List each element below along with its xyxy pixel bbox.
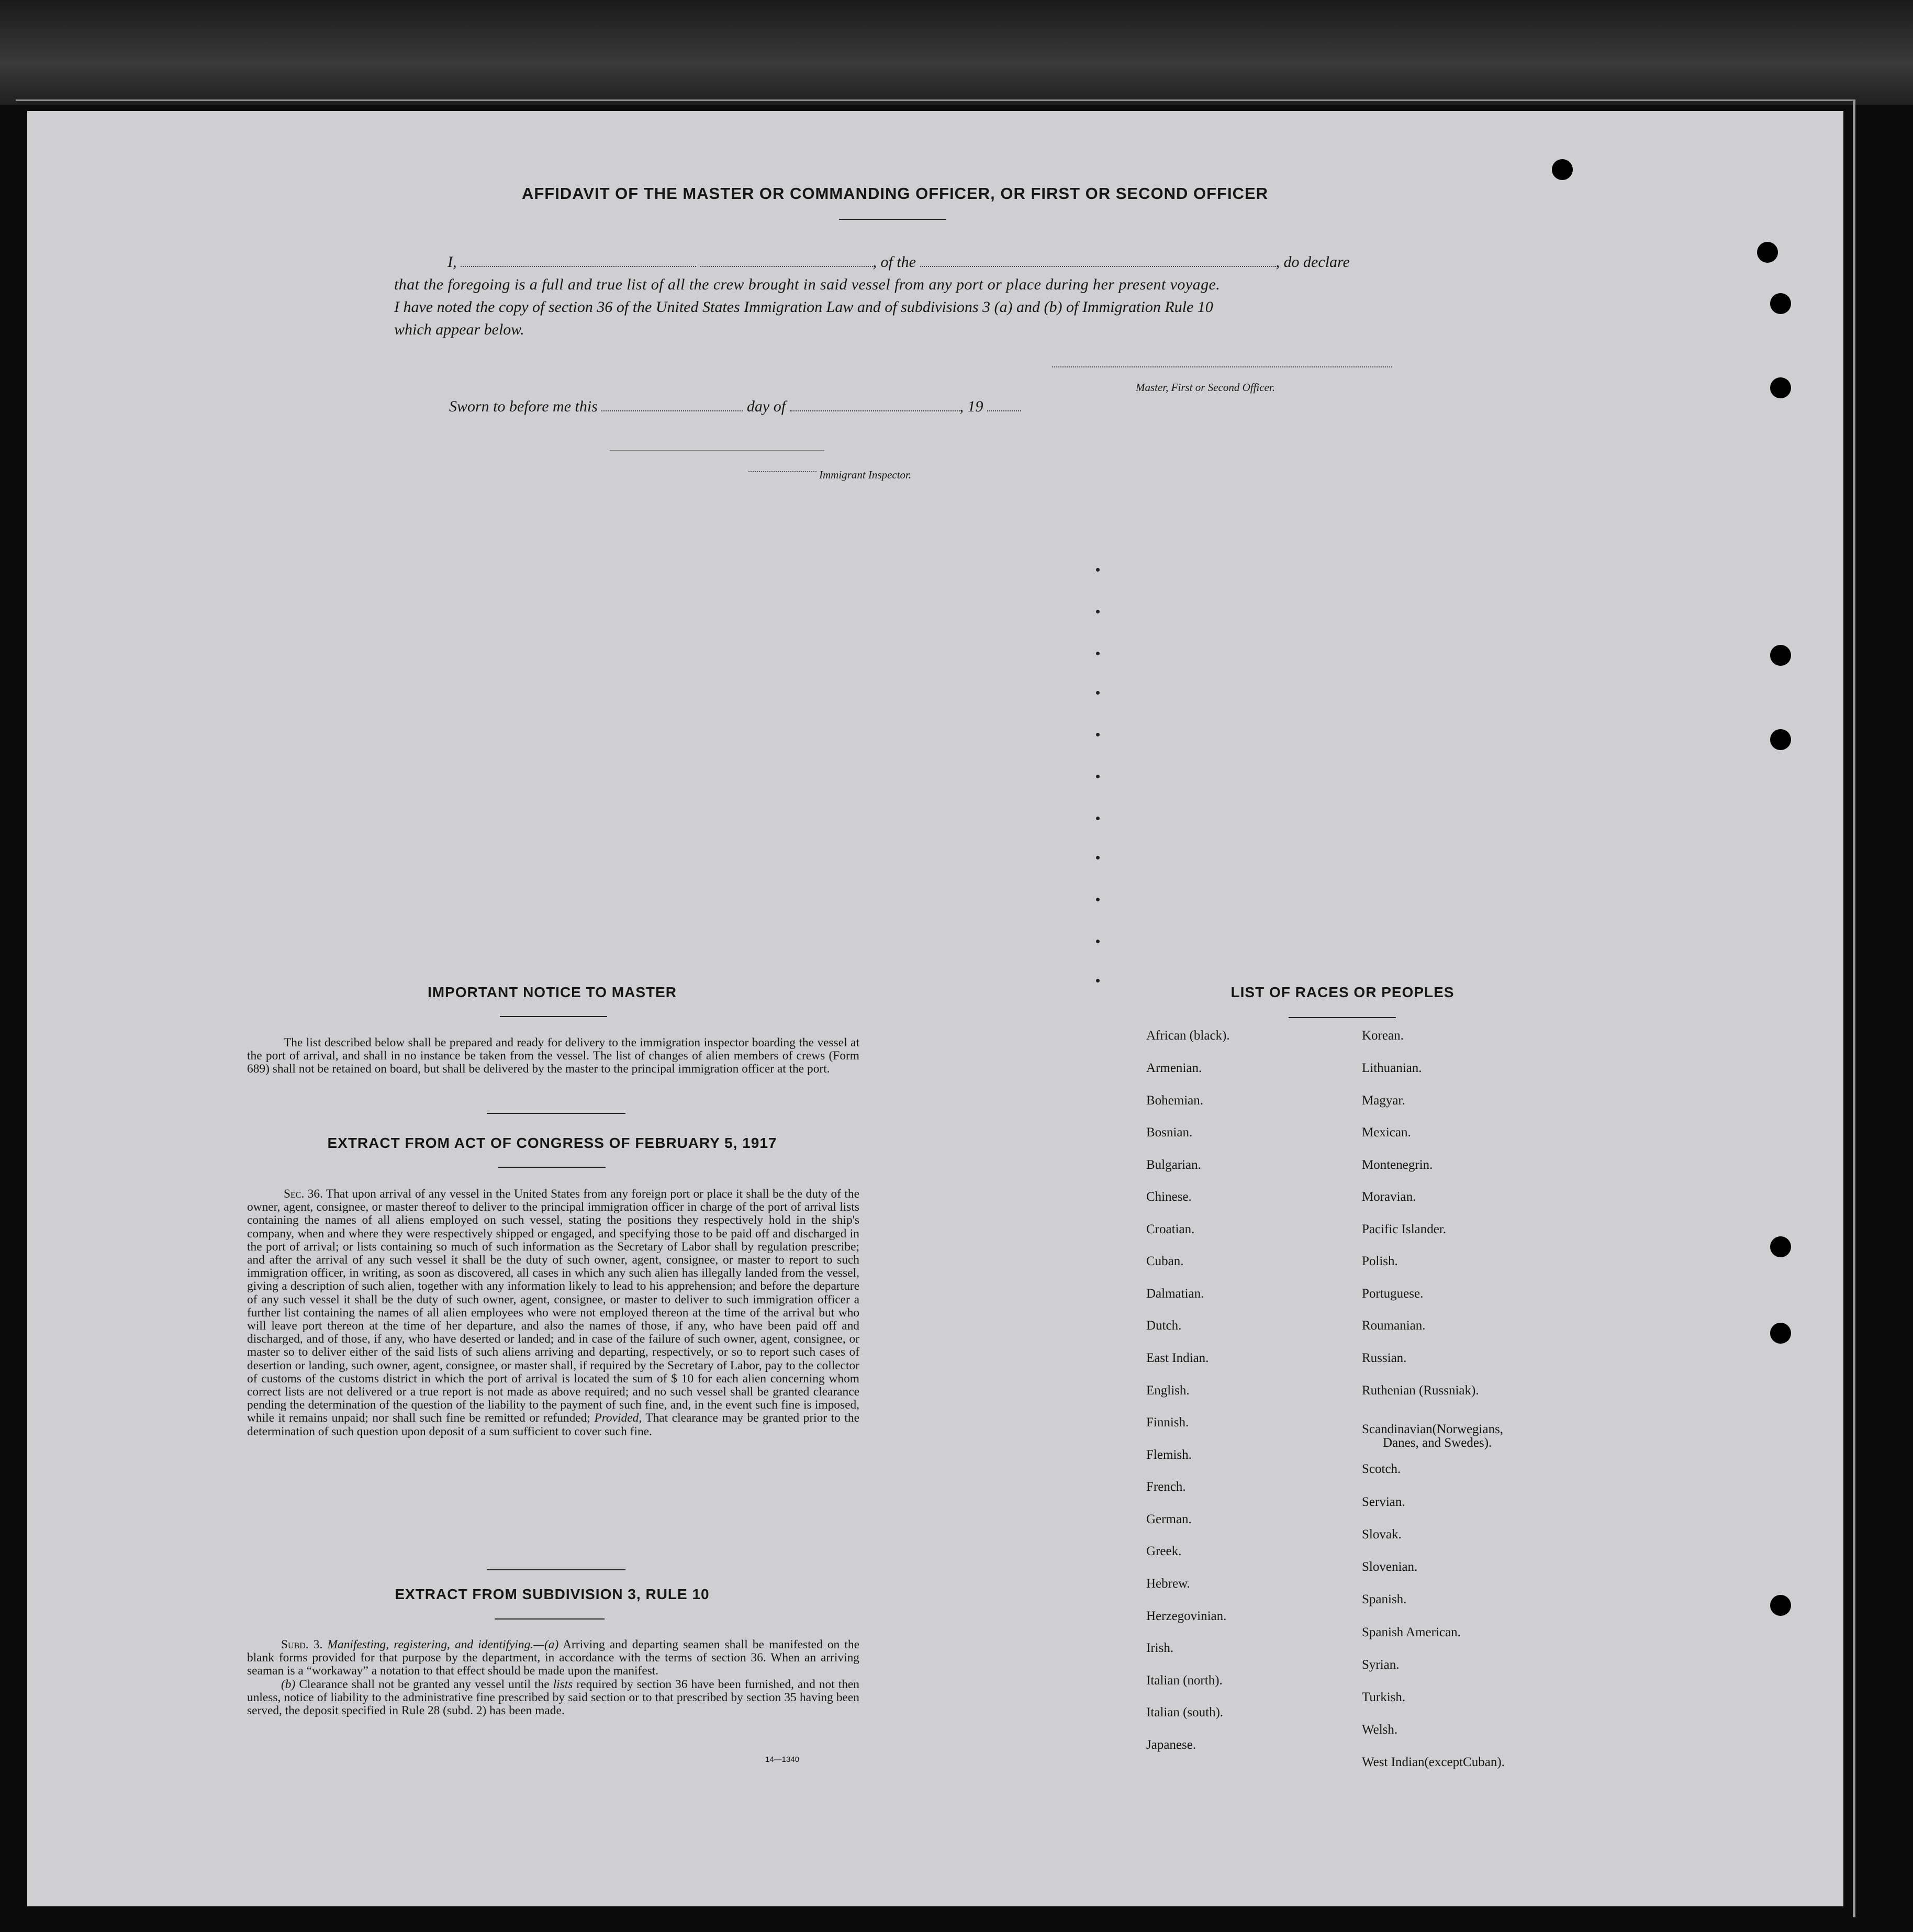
fold-dot [1096,979,1100,982]
race-item: Magyar. [1362,1093,1405,1108]
fold-dot [1096,817,1100,820]
form-number: 14—1340 [765,1755,800,1764]
affidavit-do-declare: , do declare [1276,253,1350,271]
rule-text-b2: required by section 36 have been furnished, and not then unless, notice of liability to the administrative fine prescribed by said section or to that prescribed by section 35 having been served, the deposit specified in Rule 28 (subd. 2) has been made. [247,1677,859,1718]
punch-hole [1770,377,1791,398]
sworn-prefix: Sworn to before me this [449,398,598,415]
races-heading: LIST OF RACES OR PEOPLES [1230,984,1455,1000]
punch-hole [1770,1323,1791,1344]
name-field[interactable] [461,254,696,267]
race-item: African (black). [1146,1029,1230,1043]
race-item: Russian. [1362,1351,1407,1365]
fold-dot [1096,691,1100,695]
sworn-day-field[interactable] [601,399,743,411]
act-provided-text: That clearance may be granted prior to the determination of such question upon deposit of a sum sufficient to cover such fine. [247,1411,859,1438]
affidavit-of-the: , of the [872,253,916,271]
master-signature-line[interactable] [1052,366,1392,367]
race-item: Moravian. [1362,1190,1416,1204]
race-item: Servian. [1362,1495,1405,1509]
punch-hole [1770,645,1791,666]
race-item: Polish. [1362,1254,1398,1268]
fold-dot [1096,940,1100,943]
race-item: English. [1146,1383,1190,1398]
rank-field[interactable] [700,254,873,267]
master-signature-label: Master, First or Second Officer. [1136,381,1275,394]
affidavit-line-4: which appear below. [394,321,524,338]
race-item: Bulgarian. [1146,1158,1201,1172]
race-item: Herzegovinian. [1146,1609,1227,1623]
notice-heading: IMPORTANT NOTICE TO MASTER [427,984,677,1000]
rule-heading-rule [495,1618,605,1620]
act-text [247,1188,859,1438]
notice-rule [500,1016,607,1017]
inspector-dotted-line [748,471,816,472]
races-rule [1289,1017,1396,1018]
race-item: East Indian. [1146,1351,1209,1365]
rule-text-b1: Clearance shall not be granted any vessel until the [299,1677,550,1691]
vessel-field[interactable] [920,254,1276,267]
fold-dot [1096,652,1100,655]
race-item: Spanish. [1362,1592,1407,1606]
affidavit-line-3: I have noted the copy of section 36 of the United States Immigration Law and of subdivisions 3 (a) and (b) of Immigration Rule 10 [394,298,1213,316]
race-item: Welsh. [1362,1723,1398,1737]
sworn-line [449,398,1021,416]
race-item: Croatian. [1146,1222,1195,1236]
inspector-label: Immigrant Inspector. [819,468,912,481]
rule-heading: EXTRACT FROM SUBDIVISION 3, RULE 10 [395,1586,710,1602]
race-item: Chinese. [1146,1190,1192,1204]
race-item: Bohemian. [1146,1093,1204,1108]
race-item: Armenian. [1146,1061,1202,1075]
punch-hole [1770,729,1791,750]
race-item: Mexican. [1362,1125,1411,1140]
race-item: Bosnian. [1146,1125,1193,1140]
act-heading: EXTRACT FROM ACT OF CONGRESS OF FEBRUARY 5, 1917 [327,1135,777,1151]
race-item: Montenegrin. [1362,1158,1433,1172]
rule-subd-label: Subd. 3. [281,1638,323,1651]
affidavit-line-2: that the foregoing is a full and true list of all the crew brought in said vessel from any port or place during her present voyage. [394,276,1221,293]
race-item: Cuban. [1146,1254,1184,1268]
affidavit-i: I, [448,253,457,271]
race-item: Japanese. [1146,1738,1196,1752]
punch-hole [1770,1595,1791,1616]
fold-dot [1096,610,1100,613]
inspector-signature-line[interactable] [610,450,824,451]
document-sheet [27,111,1843,1906]
race-item: Scandinavian(Norwegians, [1362,1422,1504,1436]
race-item: Danes, and Swedes). [1383,1436,1492,1450]
race-item: Greek. [1146,1544,1182,1558]
sworn-year-label: , 19 [959,398,983,415]
affidavit-line-1 [448,253,1350,271]
race-item: Roumanian. [1362,1319,1426,1333]
punch-hole [1770,293,1791,314]
race-item: Korean. [1362,1029,1404,1043]
affidavit-title: AFFIDAVIT OF THE MASTER OR COMMANDING OFFICER, OR FIRST OR SECOND OFFICER [521,184,1269,203]
fold-dot [1096,568,1100,572]
race-item: German. [1146,1512,1192,1526]
sworn-day-label: day of [746,398,786,415]
scan-top-band [0,0,1913,105]
race-item: French. [1146,1480,1186,1494]
divider-rule [487,1113,625,1114]
fold-dot [1096,898,1100,901]
race-item: Italian (north). [1146,1673,1223,1688]
rule-subd-title: Manifesting, registering, and identifying.—(a) [327,1638,559,1651]
punch-hole [1770,1236,1791,1257]
race-item: Pacific Islander. [1362,1222,1447,1236]
act-section-text: That upon arrival of any vessel in the United States from any foreign port or place it shall be the duty of the owner, agent, consignee, or master thereof to deliver to the principal immigration officer in charge of the port of arrival lists containing the names of all aliens employed on such vessel, stating the positions they respectively hold in the ship's company, when and where they were respectively shipped or engaged, and specifying those to be paid off and discharged in the port of arrival; or lists containing so much of such information as the Secretary of Labor shall by regulation prescribe; and after the arrival of any such vessel it shall be the duty of such owner, agent, consignee, or master to report to such immigration officer, in writing, as soon as discovered, all cases in which any such alien has illegally landed from the vessel, giving a description of such alien, together with any information likely to lead to his apprehension; and before the departure of any such vessel it shall be the duty of such owner, agent, consignee, or master to deliver to such immigration officer a further list containing the names of all alien employees who were not employed thereon at the time of the arrival but who will leave port thereon at the time of her departure, and also the names of those, if any, who have been paid off and discharged, and of those, if any, who have deserted or landed; and in case of the failure of such owner, agent, consignee, or master so to deliver either of the said lists of such aliens arriving and departing, respectively, or so to report such cases of desertion or landing, such owner, agent, consignee, or master shall, if required by the Secretary of Labor, pay to the collector of customs of the customs district in which the port of arrival is located the sum of $ 10 for each alien concerning whom correct lists are not delivered or a true report is not made as above required; and no such vessel shall be granted clearance pending the determination of the question of the liability to the payment of such fine, and, in the event such fine is imposed, while it remains unpaid; nor shall such fine be remitted or refunded; [247,1187,859,1425]
title-rule [839,219,946,220]
race-item: West Indian(exceptCuban). [1362,1755,1505,1769]
rule-text-a: Arriving and departing seamen shall be manifested on the blank forms provided for that purpose by the department, in accordance with the terms of section 36. When an arriving seaman is a “workaway” a notation to that effect should be made upon the manifest. [247,1638,859,1678]
race-item: Irish. [1146,1641,1174,1655]
race-item: Italian (south). [1146,1705,1224,1719]
sworn-month-field[interactable] [790,399,960,411]
race-item: Scotch. [1362,1462,1401,1476]
notice-paragraph: The list described below shall be prepared and ready for delivery to the immigration inspector boarding the vessel at the port of arrival, and shall in no instance be taken from the vessel. The list of changes of alien members of crews (Form 689) shall not be retained on board, but shall be delivered by the master to the principal immigration officer at the port. [247,1036,859,1076]
race-item: Lithuanian. [1362,1061,1422,1075]
divider-rule [487,1569,625,1570]
punch-hole [1757,242,1778,263]
rule-b-label: (b) [281,1677,296,1691]
notice-text [247,1036,859,1076]
fold-dot [1096,775,1100,778]
fold-dot [1096,733,1100,736]
fold-dot [1096,856,1100,859]
rule-text [247,1638,859,1717]
race-item: Dalmatian. [1146,1287,1204,1301]
sworn-year-field[interactable] [987,399,1021,411]
race-item: Turkish. [1362,1690,1406,1704]
race-item: Hebrew. [1146,1577,1190,1591]
act-provided-label: Provided, [594,1411,642,1425]
act-rule [498,1167,606,1168]
race-item: Slovak. [1362,1527,1402,1542]
race-item: Ruthenian (Russniak). [1362,1383,1479,1398]
race-item: Spanish American. [1362,1625,1461,1639]
rule-lists-word: lists [553,1677,573,1691]
race-item: Flemish. [1146,1448,1192,1462]
punch-hole [1552,159,1573,180]
race-item: Slovenian. [1362,1560,1418,1574]
race-item: Dutch. [1146,1319,1182,1333]
act-section-label: Sec. 36. [284,1187,323,1201]
race-item: Syrian. [1362,1658,1400,1672]
race-item: Finnish. [1146,1415,1189,1430]
race-item: Portuguese. [1362,1287,1424,1301]
